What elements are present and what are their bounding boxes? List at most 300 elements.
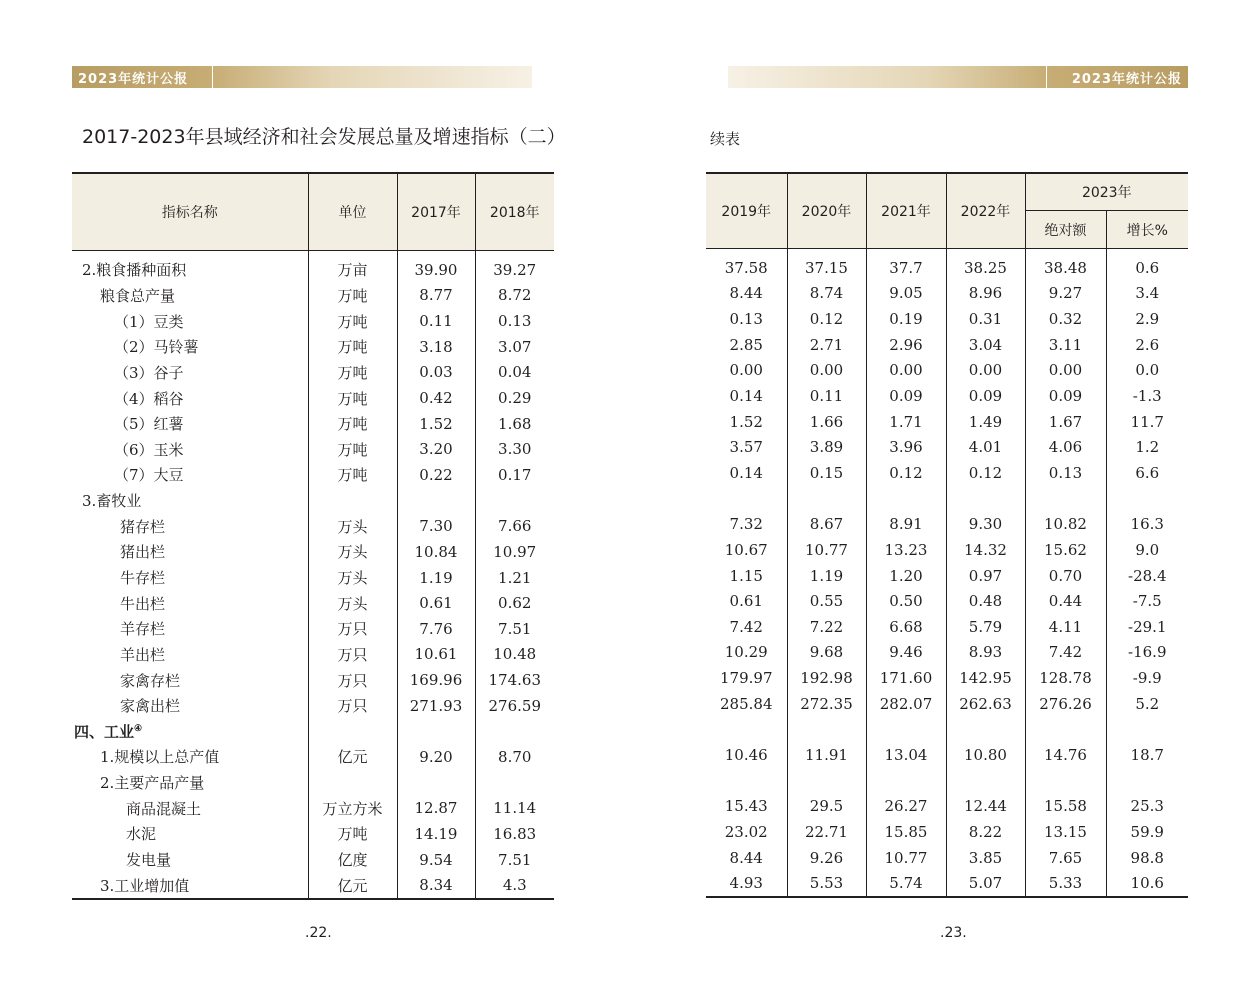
value-2018 — [475, 565, 554, 591]
indicator-name — [72, 385, 308, 411]
table-row — [72, 795, 554, 821]
indicator-name — [72, 693, 308, 719]
value-2018 — [475, 590, 554, 616]
value-2017-text: 0.42 — [419, 389, 453, 408]
value-2017 — [397, 872, 475, 899]
value-2017-text: 0.11 — [419, 312, 453, 331]
indicator-name — [72, 462, 308, 488]
col-header-2023-absolute: 绝对额 — [1025, 211, 1106, 249]
value-2019: 0.61 — [706, 588, 787, 614]
value-2021: 1.71 — [866, 409, 946, 435]
value-2019: 15.43 — [706, 793, 787, 819]
unit-cell — [308, 616, 397, 642]
value-2020: 3.89 — [787, 434, 866, 460]
value-2018 — [475, 642, 554, 668]
value-2023-growth: 18.7 — [1130, 745, 1164, 764]
table-row — [706, 383, 1188, 409]
value-2018 — [475, 693, 554, 719]
value-2017-text: 7.76 — [419, 619, 453, 638]
value-2023-growth: 10.6 — [1106, 870, 1188, 897]
value-2021: 171.60 — [866, 665, 946, 691]
table-row — [72, 667, 554, 693]
value-2023-growth — [1106, 768, 1188, 794]
unit-cell — [308, 667, 397, 693]
value-2018-text: 0.17 — [498, 465, 532, 484]
value-2021: 3.96 — [866, 434, 946, 460]
value-2019: 1.15 — [706, 563, 787, 589]
value-2021: 37.7 — [866, 249, 946, 281]
header-banner-right — [728, 66, 1188, 88]
value-2017 — [397, 334, 475, 360]
value-2019: 0.14 — [706, 383, 787, 409]
value-2021: 9.05 — [866, 281, 946, 307]
value-2022: 14.32 — [946, 537, 1025, 563]
value-2017 — [397, 308, 475, 334]
value-2021: 282.07 — [866, 691, 946, 717]
value-2021 — [866, 486, 946, 512]
unit-cell-text: 万吨 — [337, 415, 368, 434]
value-2023-absolute: 0.13 — [1025, 460, 1106, 486]
value-2021: 5.74 — [866, 870, 946, 897]
value-2018 — [475, 539, 554, 565]
value-2018 — [475, 283, 554, 309]
value-2022: 0.48 — [946, 588, 1025, 614]
value-2019 — [706, 768, 787, 794]
value-2023-absolute: 7.65 — [1025, 845, 1106, 871]
value-2023-absolute: 3.11 — [1025, 332, 1106, 358]
table-row — [706, 665, 1188, 691]
indicator-name-text: 3.畜牧业 — [82, 492, 142, 511]
indicator-name-text: （7）大豆 — [114, 466, 184, 485]
table-row — [706, 691, 1188, 717]
unit-cell — [308, 642, 397, 668]
value-2019: 8.44 — [706, 281, 787, 307]
indicator-name-text: 发电量 — [126, 851, 172, 870]
table-row — [72, 719, 554, 745]
table-row — [72, 488, 554, 514]
indicator-name-text: （2）马铃薯 — [114, 338, 199, 357]
value-2020: 0.12 — [787, 306, 866, 332]
value-2018-text: 11.14 — [493, 799, 537, 818]
unit-cell-text: 万只 — [337, 697, 368, 716]
value-2020: 272.35 — [787, 691, 866, 717]
value-2019 — [706, 717, 787, 743]
value-2019: 3.57 — [706, 434, 787, 460]
unit-cell — [308, 488, 397, 514]
value-2017 — [397, 590, 475, 616]
value-2022: 5.79 — [946, 614, 1025, 640]
value-2022: 10.80 — [946, 742, 1025, 768]
indicator-name — [72, 360, 308, 386]
unit-cell — [308, 411, 397, 437]
value-2019: 2.85 — [706, 332, 787, 358]
value-2020: 10.77 — [787, 537, 866, 563]
value-2022: 3.85 — [946, 845, 1025, 871]
table-row — [706, 306, 1188, 332]
value-2023-absolute: 7.42 — [1025, 640, 1106, 666]
indicator-name — [72, 642, 308, 668]
table-row — [706, 409, 1188, 435]
value-2021: 0.50 — [866, 588, 946, 614]
value-2017-text: 0.22 — [419, 465, 453, 484]
unit-cell — [308, 744, 397, 770]
col-header-indicator: 指标名称 — [72, 173, 308, 251]
value-2018-text: 3.30 — [498, 440, 532, 459]
value-2023-absolute: 13.15 — [1025, 819, 1106, 845]
value-2017 — [397, 693, 475, 719]
unit-cell — [308, 770, 397, 796]
value-2019: 285.84 — [706, 691, 787, 717]
value-2018-text: 7.66 — [498, 517, 532, 536]
table-row — [72, 770, 554, 796]
value-2018 — [475, 251, 554, 283]
value-2022: 8.22 — [946, 819, 1025, 845]
table-row — [706, 768, 1188, 794]
value-2018-text: 10.48 — [493, 645, 537, 664]
value-2017 — [397, 795, 475, 821]
value-2022: 38.25 — [946, 249, 1025, 281]
value-2019 — [706, 486, 787, 512]
value-2020 — [787, 486, 866, 512]
value-2019: 4.93 — [706, 870, 787, 897]
indicator-name-text: 2.主要产品产量 — [100, 774, 205, 793]
table-row — [706, 588, 1188, 614]
value-2018-text: 8.70 — [498, 747, 532, 766]
value-2017-text: 1.19 — [419, 568, 453, 587]
value-2019: 10.29 — [706, 640, 787, 666]
value-2018 — [475, 436, 554, 462]
value-2023-absolute: 15.62 — [1025, 537, 1106, 563]
value-2017 — [397, 744, 475, 770]
unit-cell-text: 万吨 — [337, 440, 368, 459]
value-2023-growth: -29.1 — [1128, 617, 1167, 636]
banner-divider — [1046, 66, 1047, 88]
value-2021: 0.12 — [866, 460, 946, 486]
unit-cell — [308, 539, 397, 565]
value-2023-growth: 59.9 — [1130, 822, 1164, 841]
value-2019: 8.44 — [706, 845, 787, 871]
indicator-name — [72, 795, 308, 821]
value-2019: 0.13 — [706, 306, 787, 332]
value-2019: 0.00 — [706, 358, 787, 384]
value-2023-absolute: 10.82 — [1025, 511, 1106, 537]
table-row — [706, 434, 1188, 460]
value-2023-growth: 5.2 — [1135, 694, 1160, 713]
value-2023-growth: 0.6 — [1135, 258, 1160, 277]
value-2017-text: 10.61 — [414, 645, 458, 664]
value-2020: 0.15 — [787, 460, 866, 486]
indicator-name-text: （1）豆类 — [114, 312, 184, 331]
value-2020 — [787, 717, 866, 743]
table-row — [72, 539, 554, 565]
value-2023-absolute: 0.44 — [1025, 588, 1106, 614]
value-2023-growth: 25.3 — [1130, 797, 1164, 816]
table-row — [72, 821, 554, 847]
unit-cell — [308, 719, 397, 745]
value-2021: 2.96 — [866, 332, 946, 358]
value-2023-growth: 6.6 — [1135, 463, 1160, 482]
unit-cell-text: 万头 — [337, 594, 368, 613]
value-2018 — [475, 385, 554, 411]
value-2020: 1.66 — [787, 409, 866, 435]
indicator-name-text: 水泥 — [126, 825, 157, 844]
unit-cell — [308, 847, 397, 873]
value-2023-growth: -7.5 — [1132, 592, 1162, 611]
value-2018-text: 16.83 — [493, 824, 537, 843]
table-row — [706, 332, 1188, 358]
value-2021: 9.46 — [866, 640, 946, 666]
unit-cell-text: 亿度 — [337, 851, 368, 870]
indicator-name-text: 商品混凝土 — [126, 799, 202, 818]
table-row — [72, 513, 554, 539]
value-2017-text: 0.03 — [419, 363, 453, 382]
value-2018 — [475, 411, 554, 437]
table-row — [706, 640, 1188, 666]
value-2018 — [475, 334, 554, 360]
indicator-name — [72, 847, 308, 873]
value-2018 — [475, 513, 554, 539]
col-header-2022: 2022年 — [946, 173, 1025, 249]
unit-cell-text: 万头 — [337, 543, 368, 562]
banner-divider — [212, 66, 213, 88]
table-row — [72, 334, 554, 360]
indicator-name — [72, 565, 308, 591]
value-2023-absolute — [1025, 486, 1106, 512]
indicator-name-text: 羊存栏 — [120, 620, 166, 639]
unit-cell-text: 万立方米 — [322, 799, 383, 818]
indicator-name-text: 四、工业 — [74, 722, 135, 741]
value-2017 — [397, 488, 475, 514]
value-2023-absolute: 15.58 — [1025, 793, 1106, 819]
value-2020: 8.67 — [787, 511, 866, 537]
value-2018 — [475, 821, 554, 847]
table-row — [72, 360, 554, 386]
value-2023-growth: 2.6 — [1135, 335, 1160, 354]
indicator-name-text: 牛存栏 — [120, 569, 166, 587]
value-2017 — [397, 821, 475, 847]
value-2023-growth: 98.8 — [1130, 848, 1164, 867]
value-2018-text: 7.51 — [498, 619, 532, 638]
value-2020: 0.11 — [787, 383, 866, 409]
col-header-2017: 2017年 — [397, 173, 475, 251]
table-row — [72, 308, 554, 334]
value-2018-text: 1.21 — [498, 568, 532, 587]
value-2019: 10.46 — [706, 742, 787, 768]
indicator-table-left — [72, 172, 554, 900]
indicator-name — [72, 539, 308, 565]
value-2022: 8.96 — [946, 281, 1025, 307]
table-row — [72, 872, 554, 899]
indicator-name-text: （5）红薯 — [114, 415, 184, 434]
value-2020: 29.5 — [787, 793, 866, 819]
table-row — [72, 693, 554, 719]
table-row — [706, 717, 1188, 743]
value-2022 — [946, 768, 1025, 794]
value-2022: 0.12 — [946, 460, 1025, 486]
indicator-name-text: 牛出栏 — [120, 594, 166, 613]
page-number-left: .22. — [305, 925, 332, 941]
value-2023-growth: 0.0 — [1135, 361, 1160, 380]
indicator-name — [72, 283, 308, 309]
unit-cell-text: 万吨 — [337, 338, 368, 357]
indicator-name-text: 猪存栏 — [120, 517, 166, 536]
table-row — [72, 744, 554, 770]
value-2022: 0.97 — [946, 563, 1025, 589]
value-2022: 5.07 — [946, 870, 1025, 897]
value-2017-text: 14.19 — [414, 824, 458, 843]
value-2019: 179.97 — [706, 665, 787, 691]
value-2019: 10.67 — [706, 537, 787, 563]
value-2018 — [475, 488, 554, 514]
table-row — [72, 590, 554, 616]
table-row — [706, 870, 1188, 897]
value-2023-absolute: 4.11 — [1025, 614, 1106, 640]
value-2022 — [946, 486, 1025, 512]
value-2017 — [397, 616, 475, 642]
value-2023-absolute: 0.32 — [1025, 306, 1106, 332]
value-2018 — [475, 719, 554, 745]
value-2019: 0.14 — [706, 460, 787, 486]
value-2021: 13.04 — [866, 742, 946, 768]
value-2023-growth: -1.3 — [1132, 387, 1162, 406]
unit-cell-text: 万只 — [337, 645, 368, 664]
value-2018-text: 0.62 — [498, 594, 532, 613]
value-2021: 10.77 — [866, 845, 946, 871]
value-2023-absolute: 5.33 — [1025, 870, 1106, 897]
table-row — [72, 847, 554, 873]
unit-cell — [308, 251, 397, 283]
indicator-name-text: 3.工业增加值 — [100, 876, 190, 895]
value-2018 — [475, 872, 554, 899]
unit-cell-text: 万吨 — [337, 363, 368, 382]
value-2017-text: 8.34 — [419, 876, 453, 895]
indicator-name — [72, 770, 308, 796]
indicator-name — [72, 334, 308, 360]
table-row — [706, 281, 1188, 307]
unit-cell — [308, 360, 397, 386]
value-2018 — [475, 770, 554, 796]
value-2021: 13.23 — [866, 537, 946, 563]
unit-cell — [308, 283, 397, 309]
value-2020: 22.71 — [787, 819, 866, 845]
table-row — [72, 385, 554, 411]
value-2018-text: 7.51 — [498, 850, 532, 869]
unit-cell-text: 万吨 — [337, 389, 368, 408]
indicator-name — [72, 744, 308, 770]
col-header-2018: 2018年 — [475, 173, 554, 251]
value-2020: 9.68 — [787, 640, 866, 666]
table-row — [72, 251, 554, 283]
value-2018-text: 4.3 — [502, 876, 527, 895]
value-2017 — [397, 642, 475, 668]
indicator-name — [72, 616, 308, 642]
table-row — [72, 411, 554, 437]
value-2023-absolute: 38.48 — [1025, 249, 1106, 281]
table-row — [706, 537, 1188, 563]
value-2022: 8.93 — [946, 640, 1025, 666]
table-row — [706, 742, 1188, 768]
value-2018-text: 8.72 — [498, 286, 532, 305]
table-row — [72, 436, 554, 462]
value-2018-text: 0.04 — [498, 363, 532, 382]
indicator-name — [72, 590, 308, 616]
value-2020: 7.22 — [787, 614, 866, 640]
value-2021 — [866, 768, 946, 794]
value-2023-growth: 3.4 — [1135, 284, 1160, 303]
unit-cell — [308, 436, 397, 462]
value-2023-absolute: 1.67 — [1025, 409, 1106, 435]
value-2018-text: 0.13 — [498, 312, 532, 331]
value-2018-text: 39.27 — [493, 260, 537, 279]
unit-cell-text: 万只 — [337, 671, 368, 690]
indicator-name — [72, 821, 308, 847]
table-row — [706, 249, 1188, 281]
value-2018 — [475, 667, 554, 693]
value-2023-absolute: 276.26 — [1025, 691, 1106, 717]
value-2021: 0.00 — [866, 358, 946, 384]
indicator-name — [72, 251, 308, 283]
col-header-unit: 单位 — [308, 173, 397, 251]
value-2023-growth: 9.0 — [1135, 540, 1160, 559]
indicator-name — [72, 667, 308, 693]
value-2023-absolute — [1025, 717, 1106, 743]
value-2023-absolute: 14.76 — [1025, 742, 1106, 768]
value-2021: 1.20 — [866, 563, 946, 589]
value-2018 — [475, 462, 554, 488]
value-2018-text: 10.97 — [493, 542, 537, 561]
value-2018 — [475, 616, 554, 642]
value-2017-text: 0.61 — [419, 594, 453, 613]
value-2022: 262.63 — [946, 691, 1025, 717]
value-2022: 0.31 — [946, 306, 1025, 332]
indicator-name-text: 家禽出栏 — [120, 697, 181, 716]
value-2018 — [475, 744, 554, 770]
table-row — [706, 845, 1188, 871]
value-2022: 12.44 — [946, 793, 1025, 819]
col-header-2023-growth: 增长% — [1106, 211, 1188, 249]
unit-cell-text: 万头 — [337, 569, 368, 587]
value-2021: 0.09 — [866, 383, 946, 409]
table-title: 2017-2023年县域经济和社会发展总量及增速指标（二） — [82, 126, 566, 148]
value-2017 — [397, 513, 475, 539]
unit-cell-text: 万头 — [337, 517, 368, 536]
unit-cell-text: 万只 — [337, 620, 368, 639]
value-2017-text: 271.93 — [409, 696, 463, 715]
table-row — [706, 793, 1188, 819]
value-2018 — [475, 795, 554, 821]
value-2017 — [397, 847, 475, 873]
table-row — [72, 565, 554, 591]
value-2020: 1.19 — [787, 563, 866, 589]
value-2023-growth: -16.9 — [1128, 643, 1167, 662]
table-row — [706, 460, 1188, 486]
value-2017-text: 12.87 — [414, 799, 458, 818]
value-2017-text: 8.77 — [419, 286, 453, 305]
table-row — [706, 486, 1188, 512]
unit-cell-text: 万吨 — [337, 825, 368, 844]
value-2018-text: 0.29 — [498, 389, 532, 408]
indicator-name-text: 2.粮食播种面积 — [82, 261, 187, 280]
indicator-name-text: 粮食总产量 — [100, 286, 176, 305]
unit-cell — [308, 334, 397, 360]
value-2023-growth — [1106, 717, 1188, 743]
value-2020: 5.53 — [787, 870, 866, 897]
value-2018-text: 276.59 — [488, 696, 541, 715]
col-header-2020: 2020年 — [787, 173, 866, 249]
value-2023-absolute: 0.09 — [1025, 383, 1106, 409]
indicator-name — [72, 719, 308, 745]
value-2020: 2.71 — [787, 332, 866, 358]
